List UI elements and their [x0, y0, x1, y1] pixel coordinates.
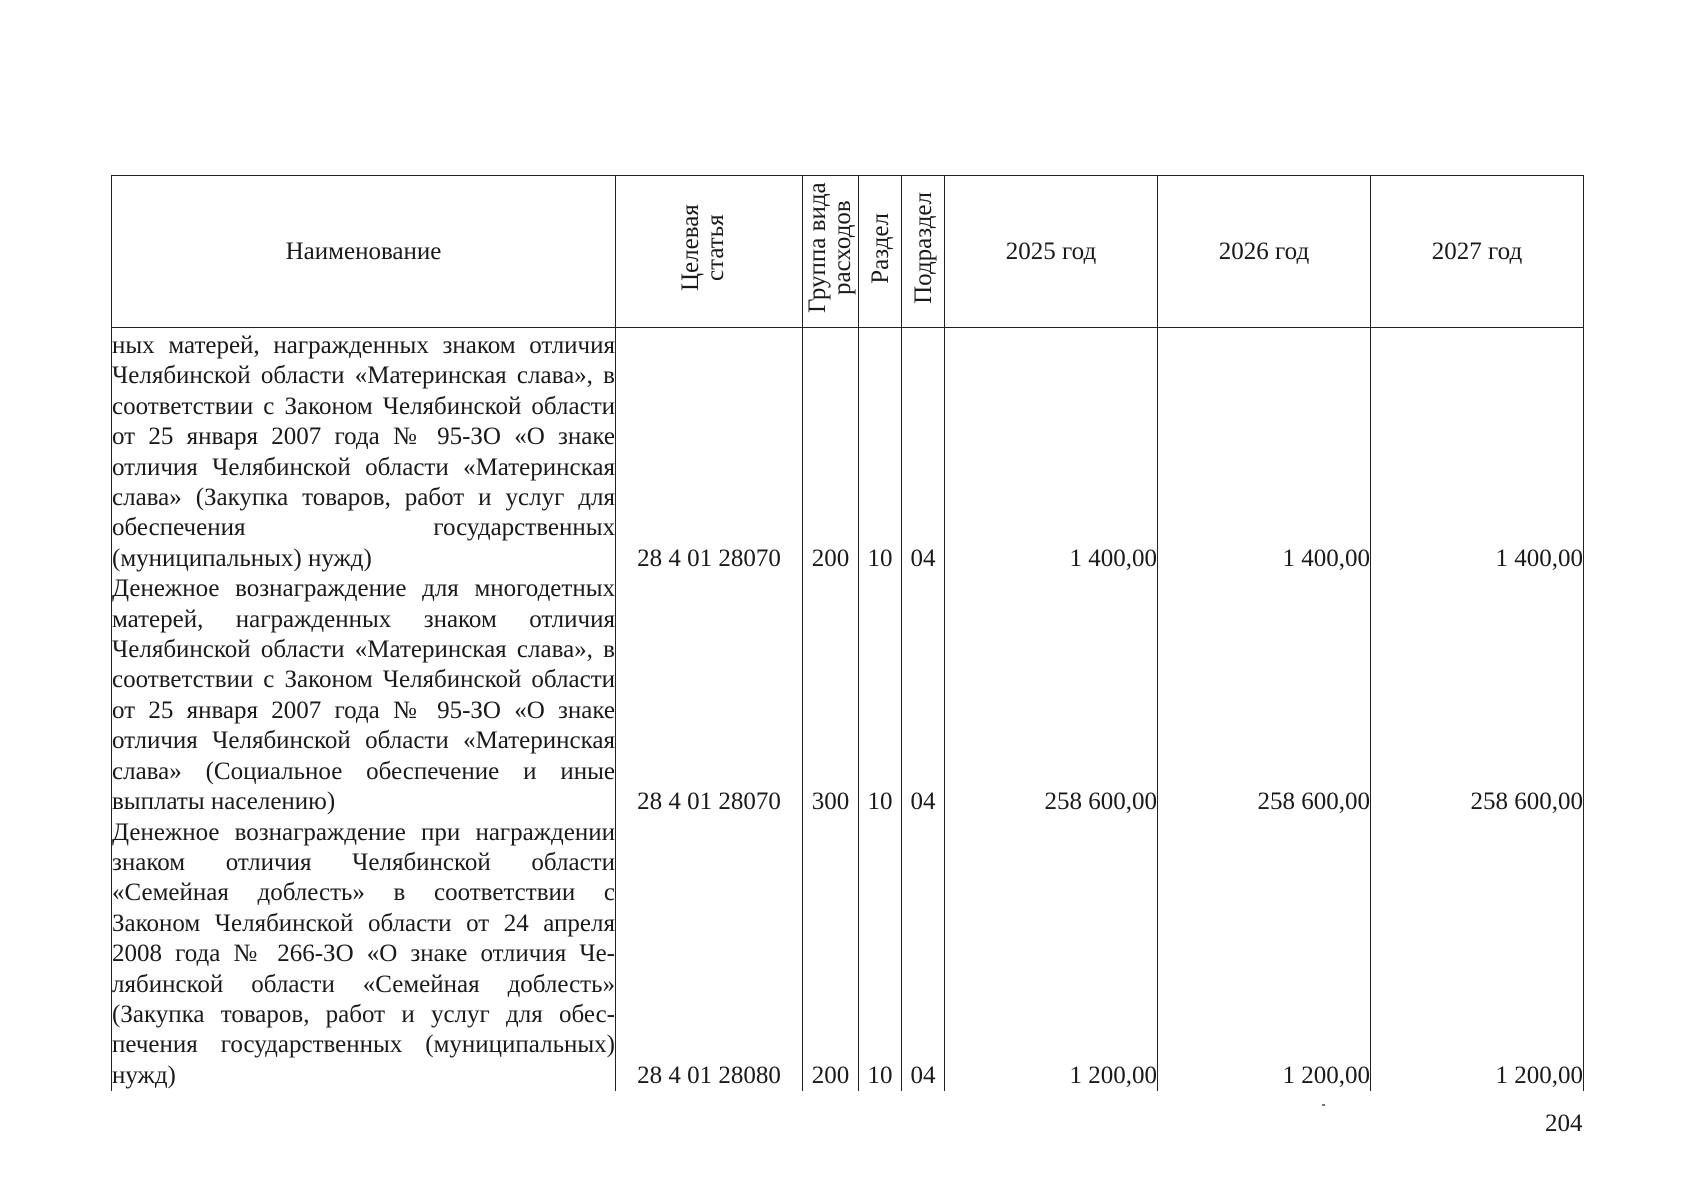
header-2026: 2026 год	[1158, 176, 1371, 328]
cell-target: 28 4 01 28080	[616, 818, 803, 1092]
cell-2025: 258 600,00	[945, 574, 1158, 817]
table-row	[112, 574, 1584, 817]
scan-dot	[1322, 1104, 1325, 1106]
cell-2027: 1 400,00	[1371, 328, 1584, 575]
cell-name: Денежное вознаграждение при награждении знаком отличия Челябинской области «Семейная доблесть» в соответствии с Законом Челябинской области от 24 апреля 2008 года № 266-ЗО «О знаке отличия Челябинской области «Семейная доблесть» (Закупка товаров, работ и услуг для обеспечения государственных (муниципальных) нужд)	[112, 818, 616, 1092]
cell-target: 28 4 01 28070	[616, 574, 803, 817]
cell-subsection: 04	[902, 328, 945, 575]
cell-2025: 1 400,00	[945, 328, 1158, 575]
cell-2026: 1 400,00	[1158, 328, 1371, 575]
header-section: Раздел	[859, 176, 902, 328]
page-number: 204	[1545, 1110, 1583, 1137]
cell-2027: 1 200,00	[1371, 818, 1584, 1092]
cell-subsection: 04	[902, 818, 945, 1092]
cell-subsection: 04	[902, 574, 945, 817]
header-name: Наименование	[112, 176, 616, 328]
cell-section: 10	[859, 818, 902, 1092]
header-target: Целевая статья	[616, 176, 803, 328]
cell-2027: 258 600,00	[1371, 574, 1584, 817]
cell-2026: 258 600,00	[1158, 574, 1371, 817]
cell-group: 200	[803, 328, 859, 575]
budget-table	[111, 175, 1584, 1091]
cell-group: 200	[803, 818, 859, 1092]
cell-section: 10	[859, 574, 902, 817]
cell-name: ных матерей, награжденных знаком отличия Челябинской области «Материнская слава», в соответствии с Законом Челябинской области от 25 января 2007 года № 95-ЗО «О знаке отличия Челябинской области «Материнская слава» (Закупка товаров, работ и услуг для обеспечения государственных (муниципальных) нужд)	[112, 328, 616, 575]
header-group: Группа вида расходов	[803, 176, 859, 328]
cell-2025: 1 200,00	[945, 818, 1158, 1092]
table-row	[112, 818, 1584, 1092]
header-2027: 2027 год	[1371, 176, 1584, 328]
cell-section: 10	[859, 328, 902, 575]
cell-target: 28 4 01 28070	[616, 328, 803, 575]
cell-2026: 1 200,00	[1158, 818, 1371, 1092]
table-row	[112, 328, 1584, 575]
cell-name: Денежное вознаграждение для многодетных матерей, награжденных знаком отличия Челябинской области «Материнская слава», в соответствии с Законом Челябинской области от 25 января 2007 года № 95-ЗО «О знаке отличия Челябинской области «Материнская слава» (Социальное обеспечение и иные выплаты населению)	[112, 574, 616, 817]
header-2025: 2025 год	[945, 176, 1158, 328]
table-header-row	[112, 176, 1584, 328]
header-subsection: Подраздел	[902, 176, 945, 328]
cell-group: 300	[803, 574, 859, 817]
